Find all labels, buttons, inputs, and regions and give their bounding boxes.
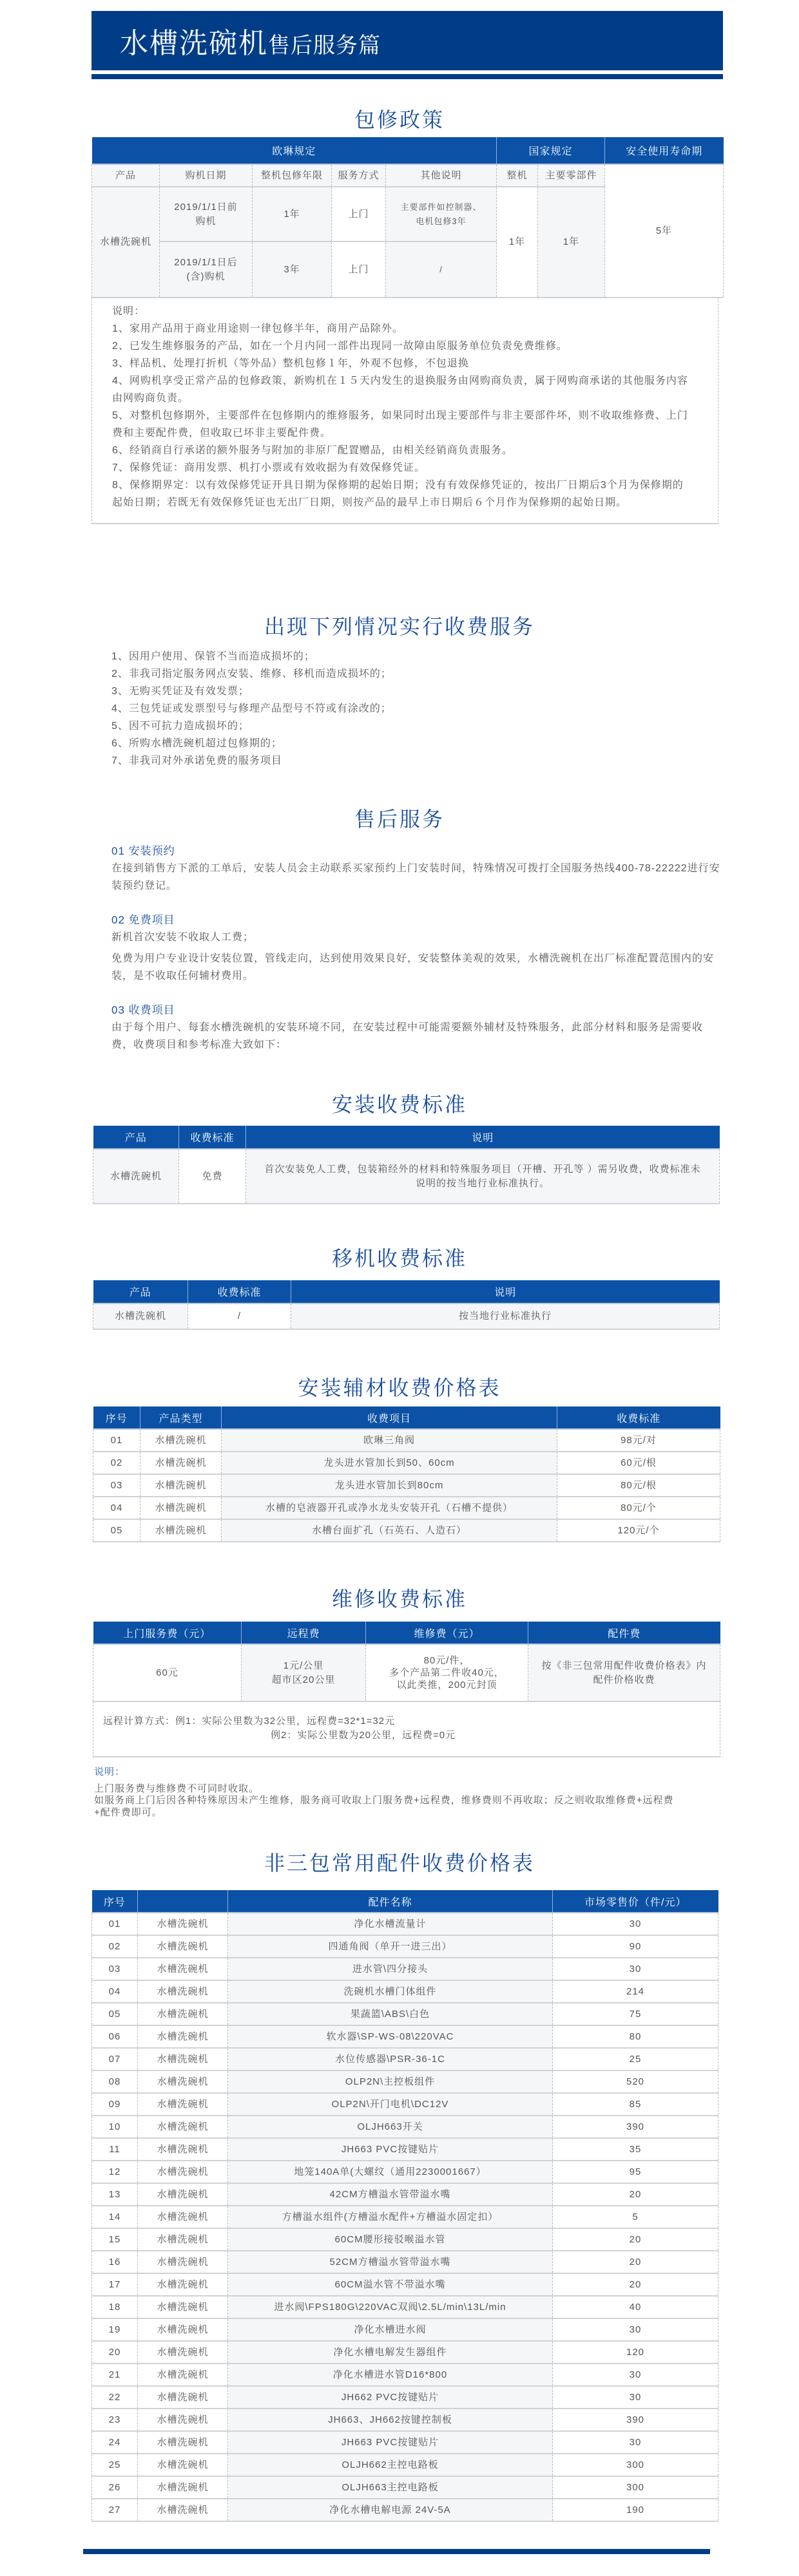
- cell-type: 水槽洗碗机: [138, 2070, 228, 2093]
- cell-no: 20: [92, 2341, 138, 2363]
- cell-type: 水槽洗碗机: [138, 2341, 228, 2363]
- table-row: [92, 1980, 718, 2003]
- line: 超市区20公里: [271, 1674, 336, 1685]
- cell-price: 20: [553, 2273, 718, 2296]
- cell-name: 52CM方槽溢水管带溢水嘴: [228, 2251, 553, 2273]
- cell-type: 水槽洗碗机: [140, 1474, 222, 1497]
- cell-price: 20: [553, 2183, 718, 2206]
- group-header-lifetime: 安全使用寿命期: [605, 137, 724, 164]
- warranty-note: 4、网购机享受正常产品的包修政策，新购机在１５天内发生的退换服务由网购商负责，属于网购商承诺的其他服务内容由网购商负责。: [112, 375, 688, 404]
- charge-condition-item: 3、无购买凭证及有效发票；: [111, 686, 249, 697]
- cell-name: 60CM溢水管不带溢水嘴: [228, 2273, 553, 2296]
- cell-name: JH663 PVC按键贴片: [228, 2431, 553, 2454]
- charge-conditions-title: 出现下列情况实行收费服务: [264, 615, 535, 638]
- cell-type: 水槽洗碗机: [138, 2409, 228, 2431]
- cell-no: 21: [92, 2363, 138, 2386]
- cell-type: 水槽洗碗机: [138, 2251, 228, 2273]
- cell-product: 水槽洗碗机: [93, 1303, 188, 1329]
- table-row: [92, 2251, 718, 2273]
- install-fee-table: [93, 1126, 720, 1204]
- cell-price: 300: [553, 2476, 718, 2499]
- calc-example-2: 例2：实际公里数为20公里，远程费=0元: [271, 1730, 456, 1741]
- col-header: 整机包修年限: [253, 164, 332, 187]
- table-row: [92, 2228, 718, 2251]
- col-header: 收费项目: [222, 1406, 557, 1429]
- col-header: 整机: [497, 164, 538, 187]
- table-row: [92, 2206, 718, 2228]
- table-row: [92, 2409, 718, 2431]
- table-row: [92, 2003, 718, 2025]
- table-row: [93, 1452, 720, 1474]
- table-row: [92, 2363, 718, 2386]
- cell-no: 04: [93, 1497, 140, 1519]
- cell-distance: [242, 1644, 366, 1701]
- cell-type: 水槽洗碗机: [138, 2183, 228, 2206]
- cell-no: 10: [92, 2116, 138, 2138]
- col-product: 产品: [93, 1280, 188, 1303]
- col-header: 市场零售价（件/元）: [553, 1890, 718, 1913]
- cell-type: 水槽洗碗机: [138, 1980, 228, 2003]
- cell-type: 水槽洗碗机: [138, 1913, 228, 1935]
- cell-name: OLJH663主控电路板: [228, 2476, 553, 2499]
- cell-no: 09: [92, 2093, 138, 2116]
- cell-desc: 首次安装免人工费，包装箱经外的材料和特殊服务项目（开槽、开孔等 ）需另收费，收费标准未说明的按当地行业标准执行。: [246, 1149, 720, 1204]
- header-banner: [91, 11, 723, 71]
- cell-no: 01: [92, 1913, 138, 1935]
- warranty-table: [91, 137, 724, 298]
- col-header: [138, 1890, 228, 1913]
- cell-item: 水槽的皂液器开孔或净水龙头安装开孔（石槽不提供）: [222, 1497, 557, 1519]
- repair-notes: [94, 1766, 674, 1819]
- cell-price: 90: [553, 1935, 718, 1958]
- service-paragraph: 新机首次安装不收取人工费；: [111, 932, 255, 943]
- cell-type: 水槽洗碗机: [140, 1497, 222, 1519]
- cell-type: 水槽洗碗机: [138, 2161, 228, 2183]
- cell-item: 水槽台面扩孔（石英石、人造石）: [222, 1519, 557, 1542]
- move-fee-title: 移机收费标准: [331, 1247, 467, 1270]
- cell-product: 水槽洗碗机: [93, 1149, 179, 1204]
- move-fee-table: [93, 1280, 720, 1330]
- cell-no: 16: [92, 2251, 138, 2273]
- cell-note: /: [386, 242, 497, 298]
- table-row: [92, 2386, 718, 2409]
- cell-price: 30: [553, 1913, 718, 1935]
- cell-name: JH663 PVC按键贴片: [228, 2138, 553, 2161]
- cell-price: 5: [553, 2206, 718, 2228]
- service-heading: 02 免费项目: [111, 914, 175, 926]
- charge-condition-item: 7、非我司对外承诺免费的服务项目: [111, 755, 282, 766]
- charge-condition-item: 4、三包凭证或发票型号与修理产品型号不符或有涂改的；: [111, 703, 392, 714]
- cell-fee: 80元/根: [557, 1474, 720, 1497]
- cell-no: 14: [92, 2206, 138, 2228]
- calc-label: 远程计算方式：: [103, 1716, 176, 1727]
- col-header: 收费标准: [557, 1406, 720, 1429]
- table-row: [92, 2116, 718, 2138]
- cell-no: 04: [92, 1980, 138, 2003]
- cell-name: OLJH662主控电路板: [228, 2454, 553, 2476]
- cell-item: 欧琳三角阀: [222, 1429, 557, 1452]
- cell-type: 水槽洗碗机: [138, 2025, 228, 2048]
- cell-type: 水槽洗碗机: [138, 2386, 228, 2409]
- table-row: [92, 2431, 718, 2454]
- warranty-note: 7、保修凭证：商用发票、机打小票或有效收据为有效保修凭证。: [112, 462, 425, 473]
- cell-item: 龙头进水管加长到80cm: [222, 1474, 557, 1497]
- cell-name: 净化水槽流量计: [228, 1913, 553, 1935]
- cell-name: OLP2N\开门电机\DC12V: [228, 2093, 553, 2116]
- cell-type: 水槽洗碗机: [138, 2093, 228, 2116]
- cell-name: JH662 PVC按键贴片: [228, 2386, 553, 2409]
- cell-no: 05: [93, 1519, 140, 1542]
- cell-name: 洗碗机水槽门体组件: [228, 1980, 553, 2003]
- cell-price: 30: [553, 2431, 718, 2454]
- cell-name: 进水管\四分接头: [228, 1958, 553, 1980]
- cell-product: 水槽洗碗机: [92, 187, 160, 298]
- cell-fee: 80元/个: [557, 1497, 720, 1519]
- cell-note: 主要部件如控制器、电机包修3年: [386, 187, 497, 242]
- cell-repair: [366, 1644, 528, 1701]
- cell-type: 水槽洗碗机: [140, 1429, 222, 1452]
- cell-date: 2019/1/1日前购机: [160, 187, 253, 242]
- cell-type: 水槽洗碗机: [138, 2116, 228, 2138]
- footer-bar: [83, 2549, 710, 2554]
- charge-condition-item: 2、非我司指定服务网点安装、维修、移机而造成损坏的；: [111, 668, 392, 679]
- cell-name: 42CM方槽溢水管带溢水嘴: [228, 2183, 553, 2206]
- cell-name: 四通角阀（单开一进三出）: [228, 1935, 553, 1958]
- materials-table: [93, 1406, 720, 1542]
- cell-name: JH663、JH662按键控制板: [228, 2409, 553, 2431]
- cell-name: 水位传感器\PSR-36-1C: [228, 2048, 553, 2070]
- charge-condition-item: 5、因不可抗力造成损坏的；: [111, 721, 249, 732]
- table-row: [92, 2070, 718, 2093]
- cell-type: 水槽洗碗机: [138, 2003, 228, 2025]
- service-paragraph: 免费为用户专业设计安装位置，管线走向，达到使用效果良好，安装整体美观的效果，水槽洗碗机在出厂标准配置范围内的安装，是不收取任何辅材费用。: [111, 953, 715, 981]
- warranty-note: 8、保修期界定：以有效保修凭证开具日期为保修期的起始日期；没有有效保修凭证的，按出厂日期后3个月为保修期的起始日期；若既无有效保修凭证也无出厂日期，则按产品的最早上市日期后６个月作为保修期的起始日期。: [112, 480, 684, 508]
- cell-no: 24: [92, 2431, 138, 2454]
- table-row: [92, 2093, 718, 2116]
- cell-fee: 免费: [179, 1149, 246, 1204]
- cell-price: 30: [553, 2386, 718, 2409]
- cell-national-whole: 1年: [497, 187, 538, 298]
- cell-service: 上门: [332, 187, 386, 242]
- warranty-note: 5、对整机包修期外，主要部件在包修期内的维修服务，如果同时出现主要部件与非主要部件坏，则不收取维修费、上门费和主要配件费，但收取已坏非主要配件费。: [112, 410, 688, 439]
- header-stripe: [91, 74, 723, 79]
- cell-type: 水槽洗碗机: [138, 1935, 228, 1958]
- table-row: [92, 1935, 718, 1958]
- cell-type: 水槽洗碗机: [138, 2499, 228, 2521]
- cell-period: 3年: [253, 242, 332, 298]
- cell-name: 60CM腰形接驳喉溢水管: [228, 2228, 553, 2251]
- table-row: [92, 1958, 718, 1980]
- cell-parts: [528, 1644, 720, 1701]
- cell-type: 水槽洗碗机: [138, 2318, 228, 2341]
- col-header: 序号: [93, 1406, 140, 1429]
- warranty-notes: [91, 298, 718, 524]
- install-fee-title: 安装收费标准: [331, 1093, 467, 1116]
- table-row: [92, 2499, 718, 2521]
- table-row: [92, 2296, 718, 2318]
- cell-name: 净化水槽进水管D16*800: [228, 2363, 553, 2386]
- service-section: [111, 842, 720, 895]
- cell-no: 18: [92, 2296, 138, 2318]
- cell-type: 水槽洗碗机: [138, 2363, 228, 2386]
- cell-price: 390: [553, 2116, 718, 2138]
- service-paragraph: 在接到销售方下派的工单后，安装人员会主动联系买家预约上门安装时间，特殊情况可拨打全国服务热线400-78-22222进行安装预约登记。: [111, 863, 720, 891]
- cell-no: 13: [92, 2183, 138, 2206]
- cell-price: 20: [553, 2251, 718, 2273]
- col-desc: 说明: [246, 1126, 720, 1149]
- col-fee: 收费标准: [179, 1126, 246, 1149]
- warranty-note: 2、已发生维修服务的产品，如在一个月内同一部件出现同一故障由原服务单位负责免费维修。: [112, 341, 568, 352]
- cell-name: OLP2N\主控板组件: [228, 2070, 553, 2093]
- cell-price: 85: [553, 2093, 718, 2116]
- cell-type: 水槽洗碗机: [138, 2138, 228, 2161]
- cell-no: 12: [92, 2161, 138, 2183]
- cell-name: 进水阀\FPS180G\220VAC双阀\2.5L/min\13L/min: [228, 2296, 553, 2318]
- repair-note-2: 如服务商上门后因各种特殊原因未产生维修，服务商可收取上门服务费+远程费，维修费则不再收取；反之则收取维修费+远程费+配件费即可。: [94, 1795, 674, 1818]
- table-row: [92, 2454, 718, 2476]
- cell-no: 25: [92, 2454, 138, 2476]
- cell-name: OLJH663开关: [228, 2116, 553, 2138]
- cell-name: 净化水槽电解电源 24V-5A: [228, 2499, 553, 2521]
- notes-label: 说明：: [94, 1766, 126, 1777]
- distance-calc-box: [93, 1701, 720, 1757]
- table-row: [92, 2273, 718, 2296]
- cell-no: 03: [92, 1958, 138, 1980]
- cell-no: 02: [93, 1452, 140, 1474]
- cell-fee: /: [188, 1303, 291, 1329]
- cell-fee: 98元/对: [557, 1429, 720, 1452]
- cell-no: 07: [92, 2048, 138, 2070]
- parts-title: 非三包常用配件收费价格表: [264, 1852, 535, 1875]
- cell-price: 300: [553, 2454, 718, 2476]
- line: 80元/件，: [423, 1655, 470, 1666]
- col-parts: 配件费: [528, 1622, 720, 1644]
- cell-type: 水槽洗碗机: [138, 1958, 228, 1980]
- service-heading: 03 收费项目: [111, 1004, 175, 1016]
- line: 配件价格收费: [593, 1674, 655, 1685]
- service-paragraph: 由于每个用户、每套水槽洗碗机的安装环境不同，在安装过程中可能需要额外辅材及特殊服务，此部分材料和服务是需要收费，收费项目和参考标准大致如下：: [111, 1022, 704, 1050]
- col-header: 主要零部件: [538, 164, 605, 187]
- cell-price: 25: [553, 2048, 718, 2070]
- cell-type: 水槽洗碗机: [138, 2228, 228, 2251]
- charge-condition-item: 1、因用户使用、保管不当而造成损坏的；: [111, 651, 315, 662]
- cell-name: 地笼140A单(大螺纹（通用2230001667）: [228, 2161, 553, 2183]
- line: 1元/公里: [283, 1660, 324, 1671]
- materials-title: 安装辅材收费价格表: [298, 1376, 501, 1399]
- cell-no: 17: [92, 2273, 138, 2296]
- table-row: [92, 2476, 718, 2499]
- cell-no: 03: [93, 1474, 140, 1497]
- cell-name: 软水器\SP-WS-08\220VAC: [228, 2025, 553, 2048]
- title-sub: 售后服务篇: [268, 33, 381, 58]
- cell-date: 2019/1/1日后(含)购机: [160, 242, 253, 298]
- cell-national-parts: 1年: [538, 187, 605, 298]
- table-row: [93, 1519, 720, 1542]
- cell-fee: 120元/个: [557, 1519, 720, 1542]
- cell-period: 1年: [253, 187, 332, 242]
- col-header: 产品类型: [140, 1406, 222, 1429]
- cell-no: 23: [92, 2409, 138, 2431]
- cell-no: 06: [92, 2025, 138, 2048]
- cell-type: 水槽洗碗机: [140, 1452, 222, 1474]
- col-product: 产品: [93, 1126, 179, 1149]
- cell-no: 22: [92, 2386, 138, 2409]
- parts-table: [91, 1890, 718, 2522]
- col-header: 配件名称: [228, 1890, 553, 1913]
- col-header: 序号: [92, 1890, 138, 1913]
- group-header-national: 国家规定: [497, 137, 605, 164]
- table-row: [92, 2341, 718, 2363]
- warranty-title: 包修政策: [354, 108, 445, 131]
- cell-price: 30: [553, 2363, 718, 2386]
- cell-item: 龙头进水管加长到50、60cm: [222, 1452, 557, 1474]
- charge-conditions-list: [111, 648, 691, 770]
- col-distance: 远程费: [242, 1622, 366, 1644]
- line: 多个产品第二件收40元，: [389, 1667, 505, 1678]
- cell-price: 120: [553, 2341, 718, 2363]
- repair-title: 维修收费标准: [331, 1587, 467, 1611]
- cell-type: 水槽洗碗机: [138, 2476, 228, 2499]
- line: 按《非三包常用配件收费价格表》内: [541, 1660, 707, 1671]
- cell-price: 75: [553, 2003, 718, 2025]
- repair-note-1: 上门服务费与维修费不可同时收取。: [94, 1783, 260, 1794]
- cell-fee: 60元/根: [557, 1452, 720, 1474]
- cell-price: 80: [553, 2025, 718, 2048]
- cell-no: 19: [92, 2318, 138, 2341]
- table-row: [92, 1913, 718, 1935]
- col-header: 产品: [92, 164, 160, 187]
- cell-no: 26: [92, 2476, 138, 2499]
- cell-no: 02: [92, 1935, 138, 1958]
- cell-no: 08: [92, 2070, 138, 2093]
- cell-visit: 60元: [93, 1644, 242, 1701]
- warranty-note: 1、家用产品用于商业用途则一律包修半年，商用产品除外。: [112, 323, 403, 334]
- charge-condition-item: 6、所购水槽洗碗机超过包修期的；: [111, 738, 282, 749]
- service-section: [111, 911, 720, 985]
- cell-type: 水槽洗碗机: [138, 2273, 228, 2296]
- cell-price: 190: [553, 2499, 718, 2521]
- cell-desc: 按当地行业标准执行: [291, 1303, 720, 1329]
- col-desc: 说明: [291, 1280, 720, 1303]
- cell-no: 01: [93, 1429, 140, 1452]
- table-row: [92, 2161, 718, 2183]
- cell-type: 水槽洗碗机: [140, 1519, 222, 1542]
- col-header: 其他说明: [386, 164, 497, 187]
- cell-type: 水槽洗碗机: [138, 2431, 228, 2454]
- table-row: [92, 2138, 718, 2161]
- notes-label: 说明：: [112, 306, 146, 317]
- cell-no: 05: [92, 2003, 138, 2025]
- cell-name: 净化水槽电解发生器组件: [228, 2341, 553, 2363]
- table-row: [92, 2025, 718, 2048]
- cell-type: 水槽洗碗机: [138, 2206, 228, 2228]
- cell-service: 上门: [332, 242, 386, 298]
- service-sections: [111, 842, 720, 1054]
- calc-example-1: 例1：实际公里数为32公里，远程费=32*1=32元: [175, 1716, 396, 1727]
- title-main: 水槽洗碗机: [120, 28, 268, 59]
- service-heading: 01 安装预约: [111, 845, 175, 857]
- table-row: [92, 2183, 718, 2206]
- line: 以此类推，200元封顶: [396, 1680, 497, 1690]
- cell-type: 水槽洗碗机: [138, 2454, 228, 2476]
- cell-no: 27: [92, 2499, 138, 2521]
- col-visit: 上门服务费（元）: [93, 1622, 242, 1644]
- cell-type: 水槽洗碗机: [138, 2296, 228, 2318]
- cell-name: 方槽溢水组件(方槽溢水配件+方槽溢水固定扣）: [228, 2206, 553, 2228]
- table-row: [92, 2048, 718, 2070]
- repair-table: [93, 1622, 720, 1702]
- warranty-note: 6、经销商自行承诺的额外服务与附加的非原厂配置赠品，由相关经销商负责服务。: [112, 445, 513, 456]
- cell-price: 390: [553, 2409, 718, 2431]
- cell-price: 95: [553, 2161, 718, 2183]
- table-row: [93, 1497, 720, 1519]
- cell-name: 净化水槽进水阀: [228, 2318, 553, 2341]
- cell-type: 水槽洗碗机: [138, 2048, 228, 2070]
- cell-price: 214: [553, 1980, 718, 2003]
- table-row: [93, 1429, 720, 1452]
- service-section: [111, 1001, 720, 1054]
- cell-price: 35: [553, 2138, 718, 2161]
- cell-price: 30: [553, 2318, 718, 2341]
- group-header-brand: 欧琳规定: [92, 137, 497, 164]
- warranty-note: 3、样品机、处理打折机（等外品）整机包修１年，外观不包修，不包退换: [112, 358, 469, 369]
- cell-price: 20: [553, 2228, 718, 2251]
- cell-price: 30: [553, 1958, 718, 1980]
- col-header: 购机日期: [160, 164, 253, 187]
- col-fee: 收费标准: [188, 1280, 291, 1303]
- table-row: [92, 2318, 718, 2341]
- col-repair: 维修费（元）: [366, 1622, 528, 1644]
- cell-no: 11: [92, 2138, 138, 2161]
- cell-no: 15: [92, 2228, 138, 2251]
- cell-price: 520: [553, 2070, 718, 2093]
- col-header: 服务方式: [332, 164, 386, 187]
- service-title: 售后服务: [354, 808, 445, 831]
- cell-price: 40: [553, 2296, 718, 2318]
- table-row: [93, 1474, 720, 1497]
- cell-name: 果蔬篮\ABS\白色: [228, 2003, 553, 2025]
- cell-lifetime: 5年: [605, 164, 724, 298]
- page-title: [120, 29, 381, 61]
